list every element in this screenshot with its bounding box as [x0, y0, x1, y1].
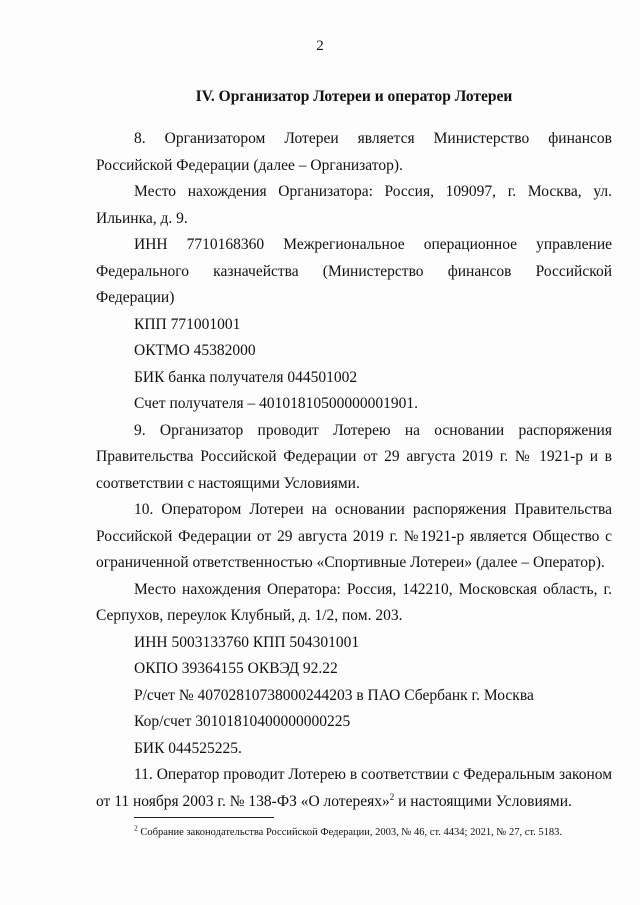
organizer-address: Место нахождения Организатора: Россия, 109097, г. Москва, ул. Ильинка, д. 9.	[96, 183, 612, 227]
paragraph-9: 9. Организатор проводит Лотерею на основании распоряжения Правительства Российской Федерации от 29 августа 2019 г. № 1921-р и в соответствии с настоящими Условиями.	[96, 421, 612, 492]
footnote-reference: 2	[389, 791, 395, 802]
section-heading: IV. Организатор Лотереи и оператор Лотереи	[195, 88, 513, 105]
section-body	[96, 126, 612, 815]
paragraph-10: 10. Оператором Лотереи на основании распоряжения Правительства Российской Федерации от 29 августа 2019 г. №1921-р является Общество с ограниченной ответственностью «Спортивные Лотереи» (далее – Оператор).	[96, 501, 612, 571]
organizer-oktmo: ОКТМО 45382000	[134, 342, 256, 359]
operator-okpo-okved: ОКПО 39364155 ОКВЭД 92.22	[134, 660, 338, 677]
footnote-divider	[134, 817, 274, 818]
operator-corr-account: Кор/счет 30101810400000000225	[134, 713, 351, 730]
organizer-account: Счет получателя – 40101810500000001901.	[134, 395, 418, 412]
footnote	[134, 823, 612, 840]
organizer-kpp: КПП 771001001	[134, 315, 241, 333]
paragraph-11-text-end: и настоящими Условиями.	[394, 792, 572, 810]
paragraph-11-text: 11. Оператор проводит Лотерею в соответствии с Федеральным законом от 11 ноября 2003 г. № 138-ФЗ «О лотереях»	[96, 766, 612, 810]
paragraph-11	[96, 762, 612, 815]
organizer-bik: БИК банка получателя 044501002	[134, 368, 358, 386]
footnote-mark: 2	[134, 823, 138, 833]
footnote-text: Собрание законодательства Российской Федерации, 2003, № 46, ст. 4434; 2021, № 27, ст. 5183.	[137, 827, 563, 838]
operator-address: Место нахождения Оператора: Россия, 142210, Московская область, г. Серпухов, переулок Клубный, д. 1/2, пом. 203.	[96, 580, 612, 624]
operator-bik: БИК 044525225.	[134, 739, 242, 757]
organizer-inn: ИНН 7710168360 Межрегиональное операционное управление Федерального казначейства (Министерство финансов Российской Федерации)	[96, 236, 612, 306]
operator-account: Р/счет № 40702810738000244203 в ПАО Сбербанк г. Москва	[134, 686, 534, 704]
paragraph-8: 8. Организатором Лотереи является Министерство финансов Российской Федерации (далее – Организатор).	[96, 130, 612, 174]
page-number: 2	[316, 38, 324, 54]
operator-inn-kpp: ИНН 5003133760 КПП 504301001	[134, 633, 360, 651]
